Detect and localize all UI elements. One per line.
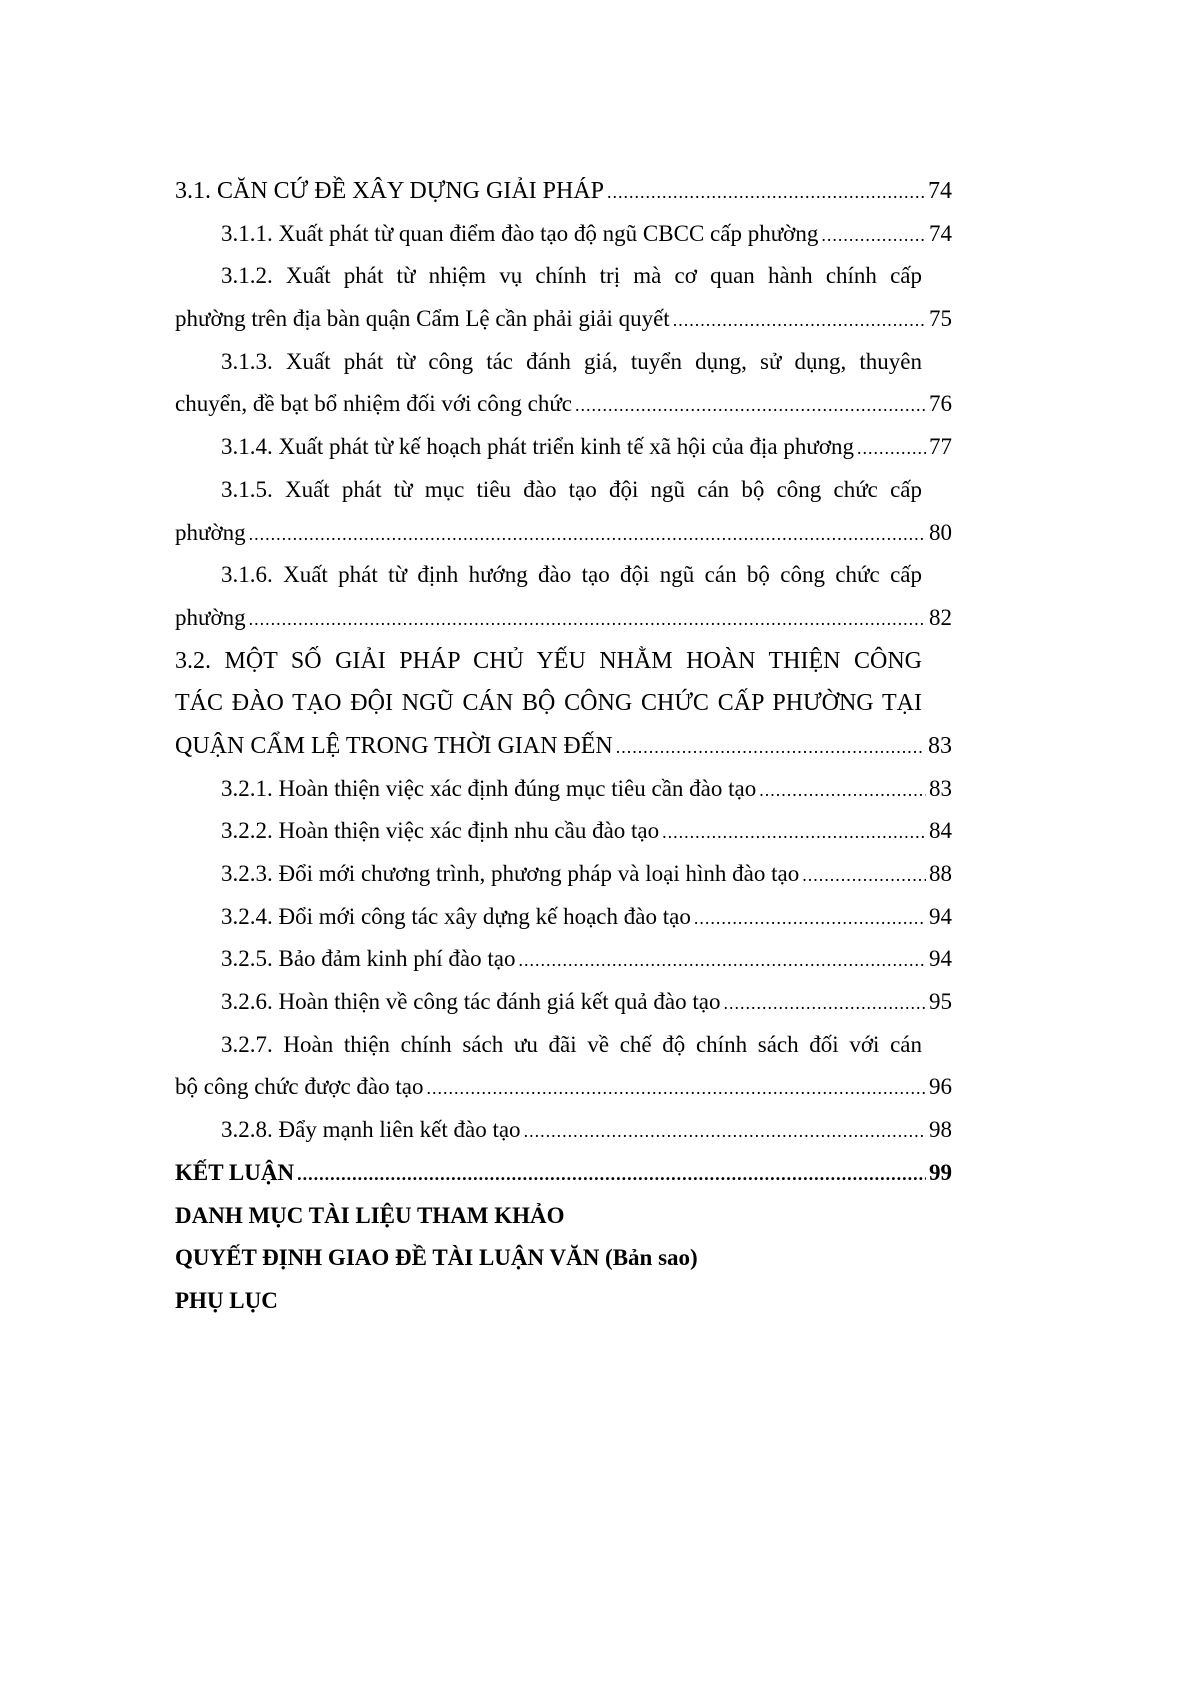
- toc-line: [175, 938, 952, 981]
- toc-entry-text: 3.1. CĂN CỨ ĐỀ XÂY DỰNG GIẢI PHÁP: [175, 178, 605, 204]
- toc-leader-dots: [616, 726, 925, 769]
- toc-line: [175, 981, 952, 1024]
- toc-entry-text: 3.2.1. Hoàn thiện việc xác định đúng mục tiêu cần đào tạo: [221, 775, 757, 801]
- toc-leader-dots: [673, 299, 926, 342]
- toc-leader-dots: [607, 171, 925, 214]
- toc-line: [175, 213, 952, 256]
- toc-line: [175, 853, 952, 896]
- toc-entry-text: QUẬN CẨM LỆ TRONG THỜI GIAN ĐẾN: [175, 732, 613, 759]
- toc-leader-dots: [575, 384, 926, 427]
- toc-page-number: 77: [929, 434, 952, 460]
- toc-page-number: 82: [929, 604, 952, 630]
- toc-leader-dots: [297, 1153, 926, 1196]
- toc-line: [175, 725, 952, 768]
- toc-page-number: 84: [929, 818, 952, 844]
- toc-line: [175, 426, 952, 469]
- table-of-contents: [175, 170, 952, 1323]
- toc-leader-dots: [857, 427, 926, 470]
- toc-page-number: 80: [929, 519, 952, 545]
- toc-line: 3.2.7. Hoàn thiện chính sách ưu đãi về chế độ chính sách đối với cán: [221, 1031, 922, 1057]
- toc-leader-dots: [821, 214, 926, 257]
- toc-line: [175, 810, 952, 853]
- toc-leader-dots: [524, 1110, 926, 1153]
- toc-leader-dots: [802, 854, 926, 897]
- toc-entry-text: 3.1.4. Xuất phát từ kế hoạch phát triển kinh tế xã hội của địa phương: [221, 434, 855, 460]
- toc-page-number: 95: [929, 989, 952, 1015]
- toc-page-number: 75: [929, 306, 952, 332]
- toc-leader-dots: [694, 897, 926, 940]
- toc-page-number: 94: [929, 903, 952, 929]
- toc-page-number: 88: [929, 861, 952, 886]
- toc-line: 3.1.2. Xuất phát từ nhiệm vụ chính trị mà cơ quan hành chính cấp: [221, 263, 922, 289]
- toc-page-number: 98: [929, 1117, 952, 1143]
- toc-line: [175, 1066, 952, 1109]
- toc-page-number: 99: [929, 1159, 952, 1185]
- toc-entry-text: phường: [175, 604, 246, 630]
- toc-entry-text: phường trên địa bàn quận Cẩm Lệ cần phải giải quyết: [175, 306, 670, 332]
- toc-line: [175, 597, 952, 640]
- toc-line: [175, 1109, 952, 1152]
- toc-line: [175, 170, 952, 213]
- toc-line: 3.2. MỘT SỐ GIẢI PHÁP CHỦ YẾU NHẰM HOÀN THIỆN CÔNG: [175, 647, 922, 674]
- toc-page-number: 94: [929, 946, 952, 972]
- toc-entry-text: 3.2.2. Hoàn thiện việc xác định nhu cầu đào tạo: [221, 818, 660, 844]
- toc-leader-dots: [723, 982, 926, 1025]
- toc-leader-dots: [427, 1067, 927, 1110]
- toc-entry-text: KẾT LUẬN: [175, 1159, 295, 1185]
- toc-line: [175, 768, 952, 811]
- toc-line: [175, 298, 952, 341]
- toc-line: QUYẾT ĐỊNH GIAO ĐỀ TÀI LUẬN VĂN (Bản sao): [175, 1245, 698, 1271]
- toc-leader-dots: [662, 811, 926, 854]
- toc-entry-text: 3.2.3. Đổi mới chương trình, phương pháp và loại hình đào tạo: [221, 861, 800, 886]
- toc-entry-text: 3.1.1. Xuất phát từ quan điểm đào tạo độ ngũ CBCC cấp phường: [221, 220, 819, 246]
- toc-line: 3.1.5. Xuất phát từ mục tiêu đào tạo đội ngũ cán bộ công chức cấp: [221, 476, 922, 502]
- toc-line: TÁC ĐÀO TẠO ĐỘI NGŨ CÁN BỘ CÔNG CHỨC CẤP PHƯỜNG TẠI: [175, 690, 922, 717]
- toc-page-number: 83: [928, 732, 952, 759]
- toc-page-number: 83: [929, 775, 952, 801]
- toc-leader-dots: [249, 513, 926, 556]
- toc-line: PHỤ LỤC: [175, 1287, 278, 1313]
- toc-entry-text: 3.2.8. Đẩy mạnh liên kết đào tạo: [221, 1117, 521, 1143]
- toc-entry-text: 3.2.5. Bảo đảm kinh phí đào tạo: [221, 946, 516, 972]
- toc-page-number: 96: [929, 1074, 952, 1100]
- toc-line: [175, 383, 952, 426]
- toc-line: [175, 512, 952, 555]
- toc-line: [175, 896, 952, 939]
- toc-leader-dots: [759, 769, 926, 812]
- toc-page-number: 74: [928, 178, 952, 204]
- toc-entry-text: bộ công chức được đào tạo: [175, 1074, 424, 1100]
- toc-page-number: 74: [929, 220, 952, 246]
- toc-entry-text: 3.2.6. Hoàn thiện về công tác đánh giá kết quả đào tạo: [221, 989, 721, 1015]
- toc-entry-text: chuyển, đề bạt bổ nhiệm đối với công chức: [175, 391, 572, 417]
- toc-leader-dots: [249, 598, 926, 641]
- toc-line: [175, 1152, 952, 1195]
- toc-leader-dots: [519, 939, 927, 982]
- toc-line: 3.1.3. Xuất phát từ công tác đánh giá, tuyển dụng, sử dụng, thuyên: [221, 348, 922, 374]
- toc-entry-text: 3.2.4. Đổi mới công tác xây dựng kế hoạch đào tạo: [221, 903, 691, 929]
- toc-entry-text: phường: [175, 519, 246, 545]
- toc-line: 3.1.6. Xuất phát từ định hướng đào tạo đội ngũ cán bộ công chức cấp: [221, 562, 922, 588]
- toc-page-number: 76: [929, 391, 952, 417]
- toc-line: DANH MỤC TÀI LIỆU THAM KHẢO: [175, 1202, 565, 1228]
